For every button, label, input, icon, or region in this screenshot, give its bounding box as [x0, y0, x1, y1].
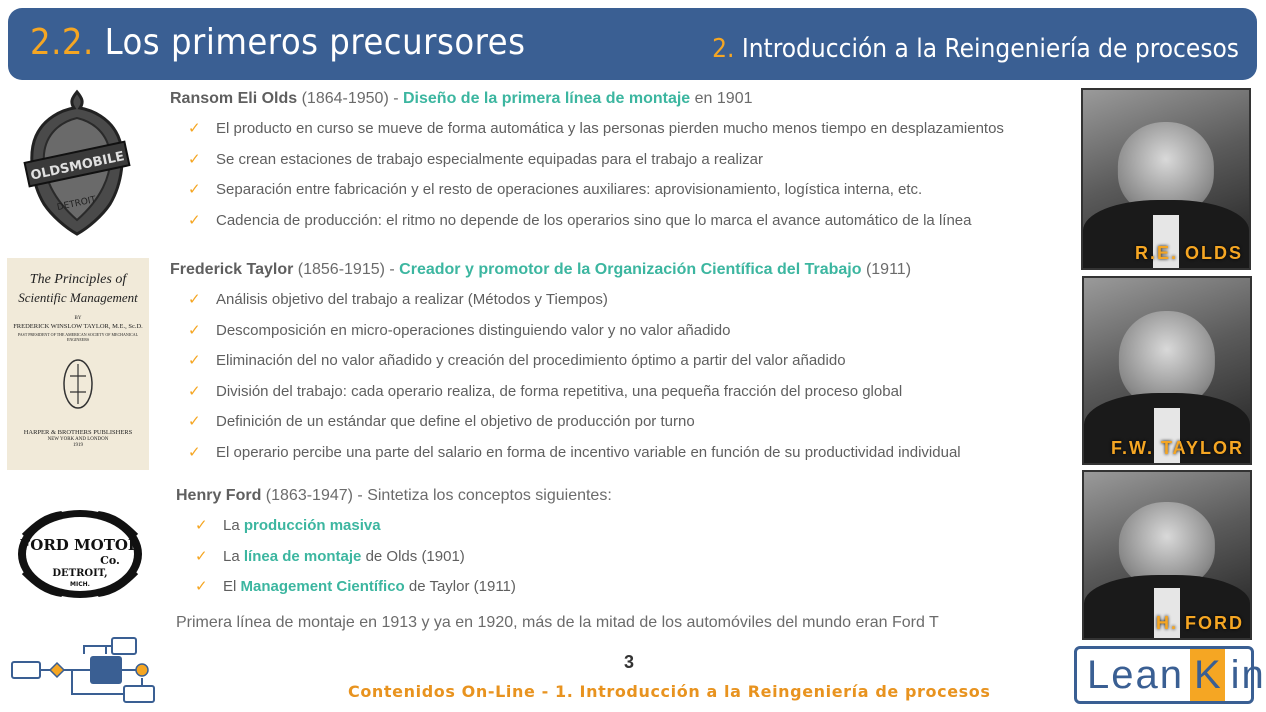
- book-author-note: PAST PRESIDENT OF THE AMERICAN SOCIETY OF MECHANICAL ENGINEERS: [17, 332, 139, 342]
- portrait-taylor: [1082, 276, 1252, 465]
- list-item: ✓ La producción masiva: [195, 511, 516, 542]
- ford-name: Henry Ford: [176, 487, 262, 504]
- taylor-years: (1856-1915) -: [297, 261, 395, 278]
- section-title: Los primeros precursores: [104, 22, 526, 63]
- list-item: ✓ Separación entre fabricación y el resto de operaciones auxiliares: aprovisionamiento, logística interna, etc.: [188, 175, 1004, 206]
- check-icon: ✓: [188, 120, 201, 137]
- taylor-list: [188, 285, 961, 468]
- olds-list: [188, 114, 1004, 236]
- chapter-title: [712, 34, 1239, 64]
- olds-suffix: en 1901: [694, 90, 753, 107]
- list-item: ✓ Cadencia de producción: el ritmo no depende de los operarios sino que lo marca el avance automático de la línea: [188, 206, 1004, 237]
- check-icon: ✓: [188, 181, 201, 198]
- taylor-highlight: Creador y promotor de la Organización Científica del Trabajo: [399, 261, 862, 278]
- taylor-heading: [170, 261, 911, 279]
- list-item: ✓ Eliminación del no valor añadido y creación del procedimiento óptimo a partir del valor añadido: [188, 346, 961, 377]
- section-number: 2.2.: [30, 22, 94, 63]
- book-by: BY: [74, 316, 82, 321]
- logo-k: K: [1190, 649, 1225, 701]
- ford-list: [195, 511, 516, 603]
- process-flow-icon: [8, 634, 158, 706]
- list-item: ✓ División del trabajo: cada operario realiza, de forma repetitiva, una pequeña fracción del proceso global: [188, 377, 961, 408]
- portrait-olds: [1081, 88, 1251, 270]
- logo-text-detroit: DETROIT: [56, 195, 97, 214]
- check-icon: ✓: [188, 382, 201, 400]
- check-icon: ✓: [188, 413, 201, 430]
- check-icon: ✓: [188, 291, 201, 308]
- list-item: ✓ El operario percibe una parte del salario en forma de incentivo variable en función de su productividad individual: [188, 438, 961, 469]
- portrait-ford: [1082, 470, 1252, 640]
- check-icon: ✓: [188, 211, 201, 229]
- portrait-caption-taylor: F.W. TAYLOR: [1110, 438, 1244, 458]
- book-city: NEW YORK AND LONDON: [47, 437, 109, 442]
- ford-motor-logo: [16, 506, 144, 602]
- olds-heading: [170, 90, 753, 108]
- book-author: FREDERICK WINSLOW TAYLOR, M.E., Sc.D.: [13, 323, 143, 330]
- chapter-title-text: Introducción a la Reingeniería de procesos: [741, 34, 1239, 64]
- list-item: ✓ Se crean estaciones de trabajo especialmente equipadas para el trabajo a realizar: [188, 145, 1004, 176]
- list-item: ✓ La línea de montaje de Olds (1901): [195, 542, 516, 573]
- ford-logo-line3: DETROIT,: [52, 568, 108, 579]
- check-icon: ✓: [195, 517, 208, 534]
- olds-years: (1864-1950) -: [301, 90, 399, 107]
- leankin-logo: [1074, 646, 1266, 704]
- chapter-number: 2.: [712, 34, 735, 64]
- ford-logo-line4: MICH.: [70, 581, 90, 588]
- check-icon: ✓: [188, 443, 201, 461]
- book-title-line1: The Principles of: [29, 272, 127, 287]
- taylor-suffix: (1911): [865, 261, 912, 278]
- footer-text: Contenidos On-Line - 1. Introducción a la Reingeniería de procesos: [348, 682, 991, 701]
- page-title: [30, 22, 525, 63]
- book-emblem-icon: [58, 356, 98, 412]
- taylor-name: Frederick Taylor: [170, 261, 294, 278]
- oldsmobile-logo: [22, 88, 132, 238]
- check-icon: ✓: [188, 352, 201, 369]
- list-item: ✓ Análisis objetivo del trabajo a realizar (Métodos y Tiempos): [188, 285, 961, 316]
- check-icon: ✓: [188, 150, 201, 168]
- ford-note: Primera línea de montaje en 1913 y ya en 1920, más de la mitad de los automóviles del mundo eran Ford T: [176, 614, 939, 631]
- ford-logo-line1: FORD MOTOR: [19, 536, 141, 554]
- page-number: 3: [624, 652, 635, 672]
- portrait-caption-ford: H. FORD: [1156, 613, 1244, 633]
- ford-years: (1863-1947) - Sintetiza los conceptos siguientes:: [265, 487, 612, 504]
- check-icon: ✓: [195, 578, 208, 595]
- book-title-line2: Scientific Management: [18, 290, 138, 305]
- header-bar: [8, 8, 1257, 80]
- logo-in: in: [1230, 652, 1266, 697]
- taylor-book-cover: [7, 258, 149, 470]
- book-year: 1919: [73, 443, 83, 448]
- book-publisher: HARPER & BROTHERS PUBLISHERS: [23, 429, 133, 436]
- ford-heading: [176, 487, 612, 505]
- list-item: ✓ Definición de un estándar que define el objetivo de producción por turno: [188, 407, 961, 438]
- olds-name: Ransom Eli Olds: [170, 90, 298, 107]
- list-item: ✓ El Management Científico de Taylor (1911): [195, 572, 516, 603]
- olds-highlight: Diseño de la primera línea de montaje: [403, 90, 691, 107]
- check-icon: ✓: [188, 321, 201, 339]
- list-item: ✓ El producto en curso se mueve de forma automática y las personas pierden mucho menos tiempo en desplazamientos: [188, 114, 1004, 145]
- logo-lean: Lean: [1087, 652, 1184, 697]
- ford-logo-line2: Co.: [100, 554, 120, 567]
- check-icon: ✓: [195, 547, 208, 565]
- logo-text-oldsmobile: OLDSMOBILE: [29, 149, 126, 184]
- portrait-caption-olds: R.E. OLDS: [1134, 243, 1243, 263]
- list-item: ✓ Descomposición en micro-operaciones distinguiendo valor y no valor añadido: [188, 316, 961, 347]
